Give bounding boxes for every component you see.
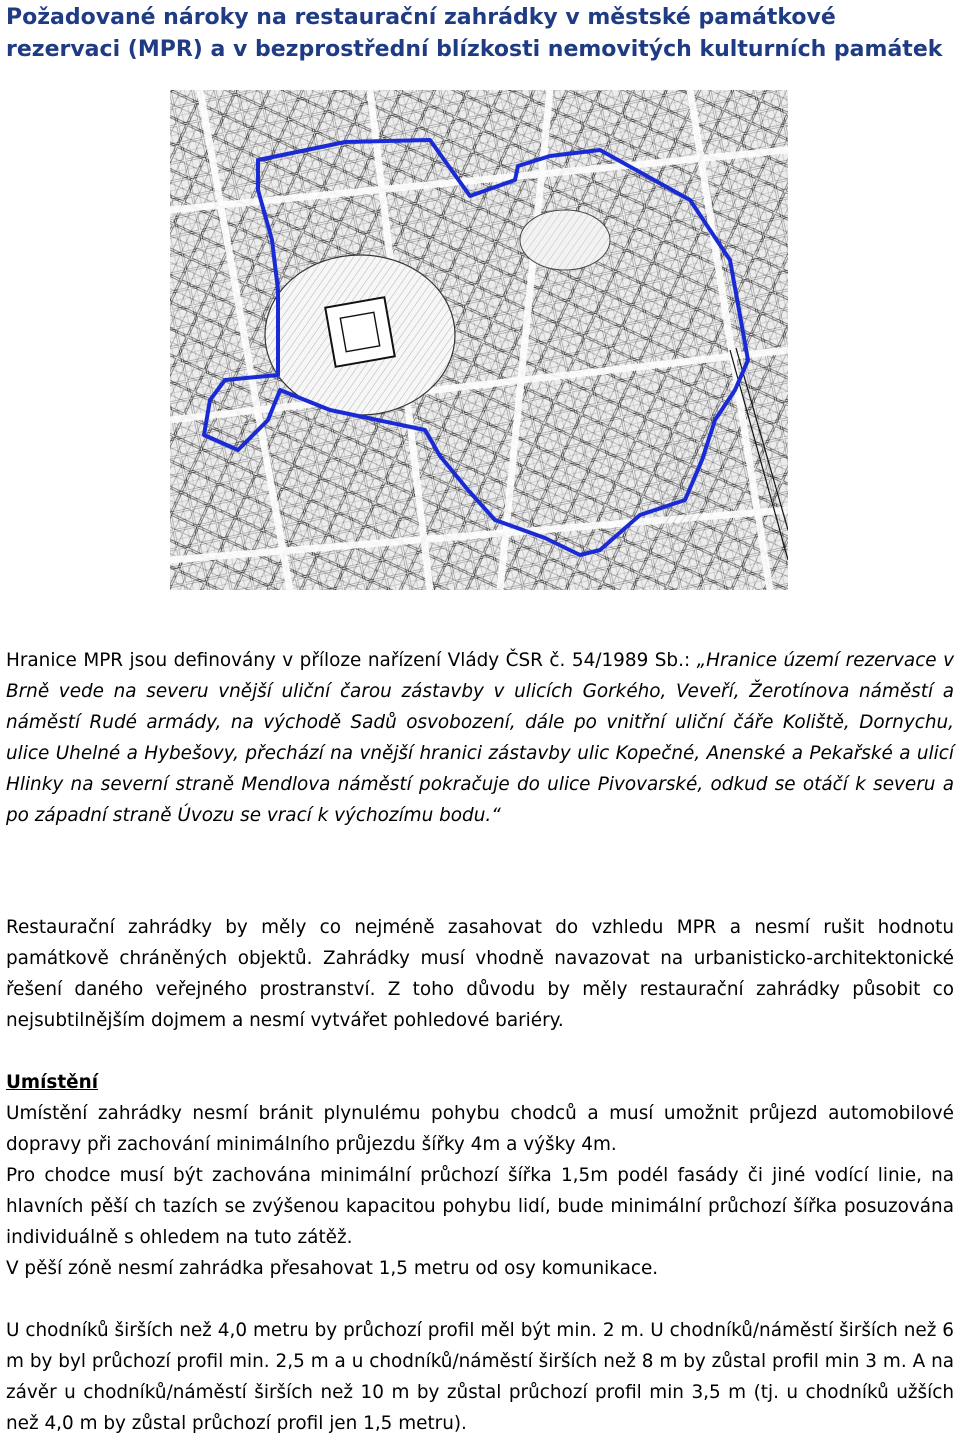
appearance-paragraph: Restaurační zahrádky by měly co nejméně zasahovat do vzhledu MPR a nesmí rušit hodnotu památkově chráněných objektů. Zahrádky musí vhodně navazovat na urbanisticko-architektonické řešení daného veřejného prostranství. Z toho důvodu by měly restaurační zahrádky působit co nejsubtilnějším dojmem a nesmí vytvářet pohledové bariéry. [6, 917, 954, 1031]
sidewalk-widths-paragraph: U chodníků širších než 4,0 metru by průchozí profil měl být min. 2 m. U chodníků/náměstí širších než 6 m by byl průchozí profil min. 2,5 m a u chodníků/náměstí širších než 8 m by zůstal profil min 3 m. A na závěr u chodníků/náměstí širších než 10 m by zůstal průchozí profil min 3,5 m (tj. u chodníků užších než 4,0 m by zůstal průchozí profil jen 1,5 metru). [6, 1320, 954, 1434]
placement-paragraph-3: V pěší zóně nesmí zahrádka přesahovat 1,5 metru od osy komunikace. [6, 1258, 659, 1279]
placement-paragraph-2: Pro chodce musí být zachována minimální průchozí šířka 1,5m podél fasády či jiné vodící linie, na hlavních pěší ch tazích se zvýšenou kapacitou pohybu lidí, bude minimální průchozí šířka posuzována individuálně s ohledem na tuto zátěž. [6, 1165, 954, 1248]
city-map-icon [170, 90, 788, 590]
reservation-boundary-map [170, 90, 788, 590]
intro-paragraph [6, 645, 954, 831]
intro-lead: Hranice MPR jsou definovány v příloze nařízení Vlády ČSR č. 54/1989 Sb.: [6, 650, 697, 671]
page-title: Požadované nároky na restaurační zahrádky v městské památkové rezervaci (MPR) a v bezprostřední blízkosti nemovitých kulturních památek [6, 5, 943, 62]
section-heading-placement: Umístění [6, 1072, 99, 1093]
placement-paragraph-1: Umístění zahrádky nesmí bránit plynulému pohybu chodců a musí umožnit průjezd automobilové dopravy při zachování minimálního průjezdu šířky 4m a výšky 4m. [6, 1103, 954, 1155]
intro-quote: „Hranice území rezervace v Brně vede na severu vnější uliční čarou zástavby v ulicích Gorkého, Veveří, Žerotínova náměstí a náměstí Rudé armády, na východě Sadů osvobození, dále po vnitřní uliční čáře Koliště, Dornychu, ulice Uhelné a Hybešovy, přechází na vnější hranici zástavby ulic Kopečné, Anenské a Pekařské a ulicí Hlinky na severní straně Mendlova náměstí pokračuje do ulice Pivovarské, odkud se otáčí k severu a po západní straně Úvozu se vrací k výchozímu bodu.“ [6, 650, 954, 826]
